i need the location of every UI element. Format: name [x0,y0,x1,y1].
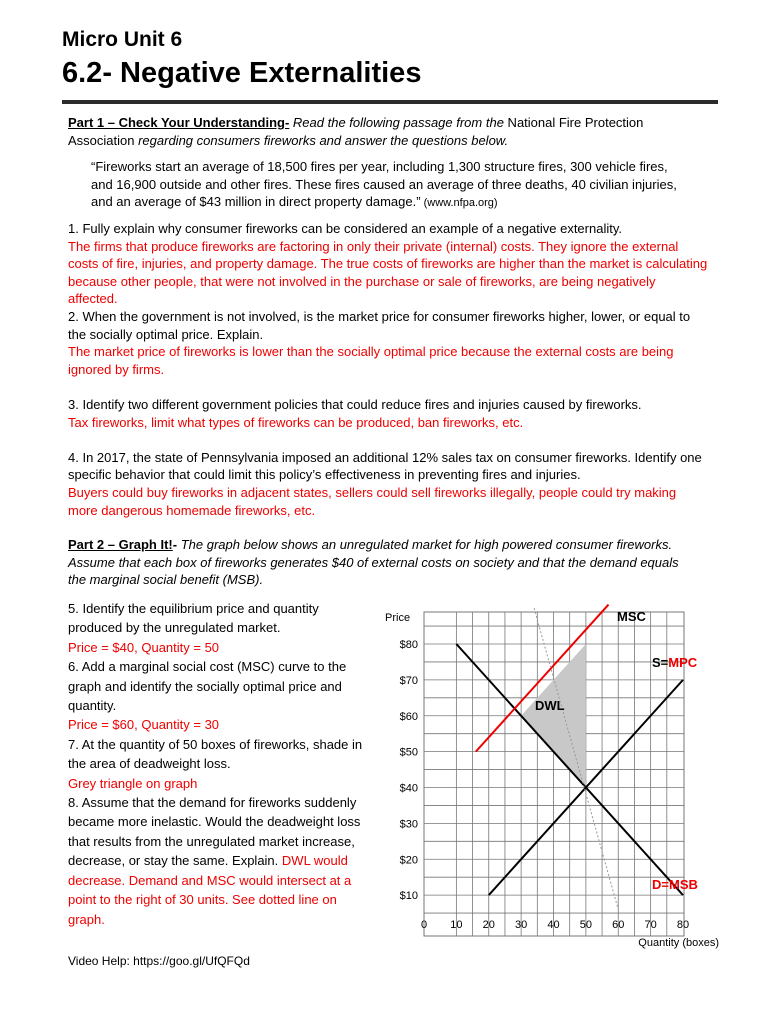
y-tick-label: $40 [399,782,418,795]
demand-label-suffix: MSB [668,877,698,892]
part2-heading: Part 2 – Graph It! [68,537,173,552]
question-4: 4. In 2017, the state of Pennsylvania imposed an additional 12% sales tax on consumer fireworks. Identify one specific behavior that could limit this policy’s effectiveness in preventing fires and injuries. [68,449,702,483]
msc-curve-label: MSC [617,609,646,624]
page-title: 6.2- Negative Externalities [62,57,422,89]
part2-dash: - [172,537,178,552]
x-tick-label: 80 [676,919,690,931]
quote-block [91,158,679,213]
part2-questions [68,599,372,929]
y-tick-label: $50 [399,746,418,759]
quote-source: (www.nfpa.org) [420,197,498,210]
answer-4: Buyers could buy fireworks in adjacent states, sellers could sell fireworks illegally, people could try making more dangerous homemade fireworks, etc. [68,484,677,518]
answer-1: The firms that produce fireworks are factoring in only their private (internal) costs. They ignore the external costs of fire, injuries, and property damage. The true costs of fireworks are higher than the market is calculating because other people, that were not involved in the purchase or sale of fireworks, are being negatively affected. [68,238,708,307]
part1-heading: Part 1 – Check Your Understanding- [68,115,290,130]
y-tick-label: $30 [399,818,418,831]
question-8-text: 8. Assume that the demand for fireworks suddenly became more inelastic. Would the deadweight loss that results from the unregulated market increase, decrease, or stay the same. Explain. [68,795,361,869]
y-axis-label: Price [385,612,411,624]
part1-intro-d: regarding consumers fireworks [134,132,316,148]
x-tick-label: 0 [420,919,428,931]
plot-frame [424,612,684,936]
part1-intro-e: and answer the questions below. [315,132,509,148]
question-3: 3. Identify two different government policies that could reduce fires and injuries caused by fireworks. [68,396,642,412]
y-tick-label: $80 [399,639,418,651]
x-tick-label: 10 [450,919,463,931]
answer-3: Tax fireworks, limit what types of fireworks can be produced, ban fireworks, etc. [68,414,524,430]
chart-ticks [400,639,689,931]
part1-intro-a: Read the following passage from the [289,115,504,130]
question-8 [68,793,372,929]
demand-curve-label [652,877,698,892]
inelastic-demand-dotted-line [534,608,618,909]
supply-curve-label [652,655,698,670]
x-axis-label: Quantity (boxes) [638,937,719,949]
answer-5: Price = $40, Quantity = 50 [68,639,220,655]
demand-label-prefix: D= [652,877,669,892]
supply-label-prefix: S= [652,655,669,670]
question-7: 7. At the quantity of 50 boxes of fireworks, shade in the area of deadweight loss. [68,736,363,772]
supply-label-suffix: MPC [668,655,698,670]
part1-questions [68,220,708,519]
answer-2: The market price of fireworks is lower than the socially optimal price because the external costs are being ignored by firms. [68,344,674,377]
title-rule [62,100,718,104]
x-tick-label: 40 [547,919,560,931]
video-help-link[interactable]: Video Help: https://goo.gl/UfQFQd [68,954,250,968]
y-tick-label: $20 [399,854,418,867]
part1-intro-c: Association [68,132,135,148]
x-tick-label: 70 [644,919,657,931]
y-tick-label: $10 [399,890,418,903]
y-tick-label: $60 [399,710,418,723]
chart-grid [424,612,684,936]
question-2: 2. When the government is not involved, is the market price for consumer fireworks higher, lower, or equal to the socially optimal price. Explain. [68,308,691,342]
fireworks-market-chart [376,600,728,954]
part1-intro-b: National Fire Protection [503,115,644,130]
quote-text: “Fireworks start an average of 18,500 fires per year, including 1,300 structure fires, 300 vehicle fires, and 16,900 outside and other fires. These fires caused an average of three deaths, 40 civilian injuries, and an average of $43 million in direct property damage.” [91,159,677,210]
x-tick-label: 60 [612,919,625,931]
answer-6: Price = $60, Quantity = 30 [68,717,220,733]
unit-label: Micro Unit 6 [62,28,183,51]
part2-intro-text: The graph below shows an unregulated market for high powered consumer fireworks. Assume that each box of fireworks generates $40 of external costs on society and that the demand equals the marginal social benefit (MSB). [68,537,679,588]
question-6: 6. Add a marginal social cost (MSC) curve to the graph and identify the socially optimal price and quantity. [68,659,347,714]
question-1: 1. Fully explain why consumer fireworks can be considered an example of a negative externality. [68,221,622,236]
question-5: 5. Identify the equilibrium price and quantity produced by the unregulated market. [68,601,319,636]
dwl-label: DWL [535,698,565,713]
answer-8: DWL would decrease. Demand and MSC would intersect at a point to the right of 30 units. See dotted line on graph. [68,853,352,927]
x-tick-label: 20 [482,919,495,931]
part1-intro [68,114,718,149]
x-tick-label: 30 [515,919,528,931]
part2-intro [68,536,688,589]
y-tick-label: $70 [399,674,418,687]
x-tick-label: 50 [579,919,592,931]
answer-7: Grey triangle on graph [68,775,198,791]
